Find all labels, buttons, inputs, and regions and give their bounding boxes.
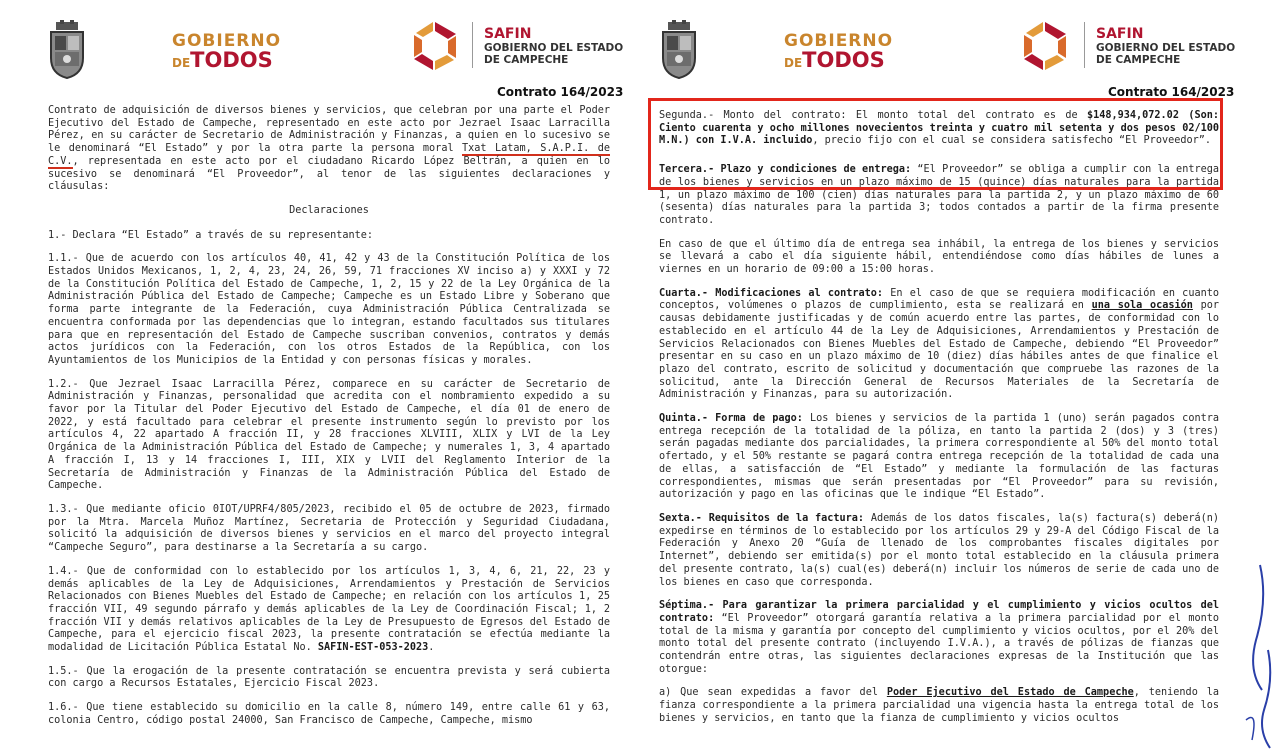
- cuarta-text-b: por causas debidamente justificadas y de común acuerdo entre las partes, de conformidad con lo establecido en el artículo 44 de la Ley de Adquisiciones, Arrendamientos y Prestación de Servicios Relacionados con Bienes Muebles del Estado de Campeche, debiendo “El Proveedor” presentar en su caso en un plazo máximo de 10 (diez) días hábiles antes de que finalice el plazo del contrato, escrito de solicitud y documentación que compruebe las razones de la solicitud, ante la Dirección General de Recursos Materiales de la Secretaría de Administración y Finanzas, para su autorización.: [659, 300, 1219, 401]
- septima-heading: Séptima.- Para garantizar la primera parcialidad y el cumplimiento y vicios ocultos del contrato:: [659, 600, 1219, 624]
- tercera-heading: Tercera.- Plazo y condiciones de entrega:: [659, 164, 912, 176]
- safin-title: SAFIN: [484, 26, 532, 42]
- declaration-1-1: 1.1.- Que de acuerdo con los artículos 40, 41, 42 y 43 de la Constitución Política de los Estados Unidos Mexicanos, 1, 2, 4, 23, 24, 26, 59, 71 fracciones XV inciso a) y XXXI y 72 de la Constitución Política del Estado de Campeche, 1, 2, 15 y 22 de la Ley Orgánica de la Administración Pública del Estado de Campeche; Campeche es un Estado Libre y Soberano que forma parte integrante de la Federación, cuya Administración Pública Centralizada se encuentra conformada por las dependencias que lo integran, estando facultados sus titulares para que en representación del Estado de Campeche suscriban convenios, contratos y demás actos jurídicos con la Federación, con los otros Estados de la República, con los Ayuntamientos de los Municipios de la Entidad y con personas físicas y morales.: [48, 253, 610, 366]
- tercera-text: “El Proveedor” se obliga a cumplir con la entrega de los bienes y servicios en un plazo máximo de 15 (quince) días naturales para la partida 1, un plazo máximo de 100 (cien) días naturales para la partida 2, y un plazo máximo de 60 (sesenta) días naturales para la partida 3; todos contados a partir de la firma presente contrato.: [659, 164, 1219, 226]
- safin-text: [1096, 26, 1235, 66]
- safin-separator: [472, 22, 473, 68]
- gob-line1: GOBIERNO: [172, 31, 282, 51]
- page-header: [640, 0, 1277, 100]
- highlight-box: [648, 98, 1223, 190]
- gobierno-de-todos-logo: [784, 32, 893, 73]
- septima-a-text-1: a) Que sean expedidas a favor del: [659, 687, 887, 699]
- gob-line2: TODOS: [802, 48, 885, 72]
- signature-mark: [1238, 560, 1277, 750]
- declaration-1-5: 1.5.- Que la erogación de la presente contratación se encuentra prevista y será cubierta con cargo a Recursos Estatales, Ejercicio Fiscal 2023.: [48, 665, 610, 690]
- clause-septima: [659, 600, 1219, 676]
- clause-septima-a: [659, 687, 1219, 725]
- safin-sub2: DE CAMPECHE: [484, 54, 569, 66]
- left-page-body: [48, 105, 610, 739]
- gob-line1: GOBIERNO: [784, 31, 894, 51]
- safin-logo-icon: [408, 18, 463, 73]
- declaration-1-4: 1.4.- Que de conformidad con lo establecido por los artículos 1, 3, 4, 6, 21, 22, 23 y demás aplicables de la Ley de Adquisiciones, Arrendamientos y Prestación de Servicios Relacionados con Bienes Muebles del Estado de Campeche; en relación con los artículos 1, 25 fracción VII, 49 segundo párrafo y demás aplicables de la Ley de Coordinación Fiscal; 1, 2 fracción VII y demás relativos aplicables de la Ley de Presupuesto de Egresos del Estado de Campeche, para el ejercicio fiscal 2023, la presente contratación se efectúa mediante la modalidad de Licitación Pública Estatal No. SAFIN-EST-053-2023.: [48, 565, 610, 654]
- cuarta-underline: una sola ocasión: [1091, 300, 1193, 312]
- licitacion-number: SAFIN-EST-053-2023: [317, 642, 429, 654]
- clause-cuarta: [659, 288, 1219, 402]
- cuarta-heading: Cuarta.- Modificaciones al contrato:: [659, 287, 884, 299]
- septima-text: “El Proveedor” otorgará garantía relativa a la primera parcialidad por el monto total de la misma y garantía por concepto del cumplimiento y vicios ocultos, por el 20% del monto total del presente contrato (incluyendo I.V.A.), a través de pólizas de fianzas que contendrán entre otras, las siguientes declaraciones expresas de la Institución que las otorgue:: [659, 612, 1219, 675]
- safin-sub1: GOBIERNO DEL ESTADO: [484, 42, 624, 54]
- sexta-text: Además de los datos fiscales, la(s) factura(s) deberá(n) expedirse en términos de lo establecido por los artículos 29 y 29-A del Código Fiscal de la Federación y Anexo 20 “Guía de llenado de los comprobantes fiscales digitales por Internet”, debiendo ser emitida(s) por el monto total establecido en la cláusula primera del presente contrato, la(s) cual(es) deberá(n) incluir los números de serie de cada uno de los bienes en caso que corresponda.: [659, 512, 1220, 588]
- left-page: [0, 0, 628, 750]
- campeche-crest-icon: [660, 20, 698, 80]
- intro-text-b: , representada en este acto por el ciudadano Ricardo López Beltrán, a quien en lo sucesivo se denominará “El Proveedor”, al tenor de las siguientes declaraciones y cláusulas:: [48, 155, 610, 193]
- contract-number: Contrato 164/2023: [1108, 85, 1235, 99]
- gob-de: DE: [172, 56, 191, 70]
- contract-number: Contrato 164/2023: [497, 85, 624, 99]
- quinta-heading: Quinta.- Forma de pago:: [659, 413, 803, 425]
- declaration-1-3: 1.3.- Que mediante oficio 0IOT/UPRF4/805/2023, recibido el 05 de octubre de 2023, firmado por la Mtra. Marcela Muñoz Martínez, Secretaria de Protección y Seguridad Ciudadana, solicitó la adquisición de diversos bienes y servicios en el marco del proyecto integral “Campeche Seguro”, para destinarse a la Secretaría a su cargo.: [48, 503, 610, 554]
- sexta-heading: Sexta.- Requisitos de la factura:: [659, 512, 865, 524]
- intro-paragraph: [48, 105, 610, 194]
- declaraciones-heading: Declaraciones: [289, 204, 369, 216]
- segunda-text-a: El monto total del contrato es de: [846, 110, 1087, 121]
- clause-sexta: [659, 513, 1219, 589]
- segunda-heading: Segunda.- Monto del contrato:: [659, 110, 847, 121]
- gob-line2: TODOS: [190, 48, 273, 72]
- section1-title: 1.- Declara “El Estado” a través de su representante:: [48, 229, 374, 241]
- septima-underline: Poder Ejecutivo del Estado de Campeche: [886, 687, 1134, 699]
- safin-sub1: GOBIERNO DEL ESTADO: [1096, 42, 1236, 54]
- safin-text: [484, 26, 623, 66]
- declaration-1-6: 1.6.- Que tiene establecido su domicilio en la calle 8, número 149, entre calle 61 y 63, colonia Centro, código postal 24000, San Francisco de Campeche, Campeche, mismo: [48, 702, 610, 726]
- declaration-1-2: 1.2.- Que Jezrael Isaac Larracilla Pérez, comparece en su carácter de Secretario de Administración y Finanzas, personalidad que acredita con el nombramiento expedido a su favor por la Titular del Poder Ejecutivo del Estado de Campeche, el día 01 de enero de 2022, y está facultado para celebrar el presente instrumento según lo previsto por los artículos 4, 22 apartado A fracción II, y 28 fracciones XLVIII, XLIX y LVI de la Ley Orgánica de la Administración Pública del Estado de Campeche; y numerales 1, 3, 4 apartado A fracción I, 13 y 14 fracciones I, III, XIX y LVII del Reglamento Interior de la Secretaría de Administración y Finanzas de la Administración Pública del Estado de Campeche.: [48, 378, 610, 492]
- campeche-crest-icon: [48, 20, 86, 80]
- cuarta-text-a: En el caso de que se requiera modificación en cuanto conceptos, volúmenes o plazos de cumplimiento, esta se realizará en: [659, 287, 1219, 312]
- clause-tercera-p2: En caso de que el último día de entrega sea inhábil, la entrega de los bienes y servicios se llevará a cabo el día siguiente hábil, entendiéndose como días hábiles de lunes a viernes en un horario de 09:00 a 15:00 horas.: [659, 238, 1219, 276]
- gobierno-de-todos-logo: [172, 32, 281, 73]
- intro-text-a: Contrato de adquisición de diversos bienes y servicios, que celebran por una parte el Poder Ejecutivo del Estado de Campeche, representado en este acto por Jezrael Isaac Larracilla Pérez, en su carácter de Secretario de Administración y Finanzas, a quien en lo sucesivo se le denominará “El Estado” y por la otra parte la persona moral: [48, 105, 610, 155]
- clause-quinta: [659, 413, 1219, 502]
- declaration-1-4-text: 1.4.- Que de conformidad con lo establecido por los artículos 1, 3, 4, 6, 21, 22, 23 y demás aplicables de la Ley de Adquisiciones, Arrendamientos y Prestación de Servicios Relacionados con Bienes Muebles del Estado de Campeche; en relación con los artículos 1, 25 fracción VII, 49 segundo párrafo y demás aplicables de la Ley de Coordinación Fiscal; 1, 2 fracción VII y demás relativos aplicables de la Ley de Presupuesto de Egresos del Estado de Campeche, para el ejercicio fiscal 2023, la presente contratación se efectúa mediante la modalidad de Licitación Pública Estatal No.: [48, 565, 610, 654]
- amount-in-words: (Son: Ciento cuarenta y ocho millones novecientos treinta y cuatro mil setenta y dos pesos 02/100 M.N.) con I.V.A. incluido: [659, 110, 1219, 147]
- page-header: [0, 0, 628, 100]
- septima-a-text-2: , teniendo la fianza correspondiente a la primera parcialidad una vigencia hasta la entrega total de los bienes y servicios, en tanto que la fianza de cumplimiento y vicios ocultos: [659, 687, 1219, 724]
- gob-de: DE: [784, 56, 803, 70]
- quinta-text: Los bienes y servicios de la partida 1 (uno) serán pagados contra entrega recepción de la totalidad de la póliza, en tanto la partida 2 (dos) y 3 (tres) serán pagadas mediante dos parcialidades, la primera correspondiente al 50% del monto total ofertado, y el 50% restante se pagará contra entrega recepción de la totalidad de cada una de ellas, a satisfacción de “El Estado” y mediante la formulación de las facturas correspondientes, mismas que serán presentadas por “El Proveedor” para su revisión, autorización y pago en las oficinas que le indique “El Estado”.: [659, 413, 1219, 501]
- safin-sub2: DE CAMPECHE: [1096, 54, 1181, 66]
- segunda-text-c: , precio fijo con el cual se considera satisfecho “El Proveedor”.: [812, 135, 1212, 147]
- safin-logo-icon: [1018, 18, 1073, 73]
- intro-company: Txat Latam, S.A.P.I. de C.V.: [48, 143, 611, 167]
- safin-separator: [1084, 22, 1085, 68]
- contract-amount: $148,934,072.02: [1086, 110, 1179, 121]
- right-page-body: [659, 110, 1219, 737]
- page-gutter: [628, 0, 640, 750]
- safin-title: SAFIN: [1096, 26, 1144, 42]
